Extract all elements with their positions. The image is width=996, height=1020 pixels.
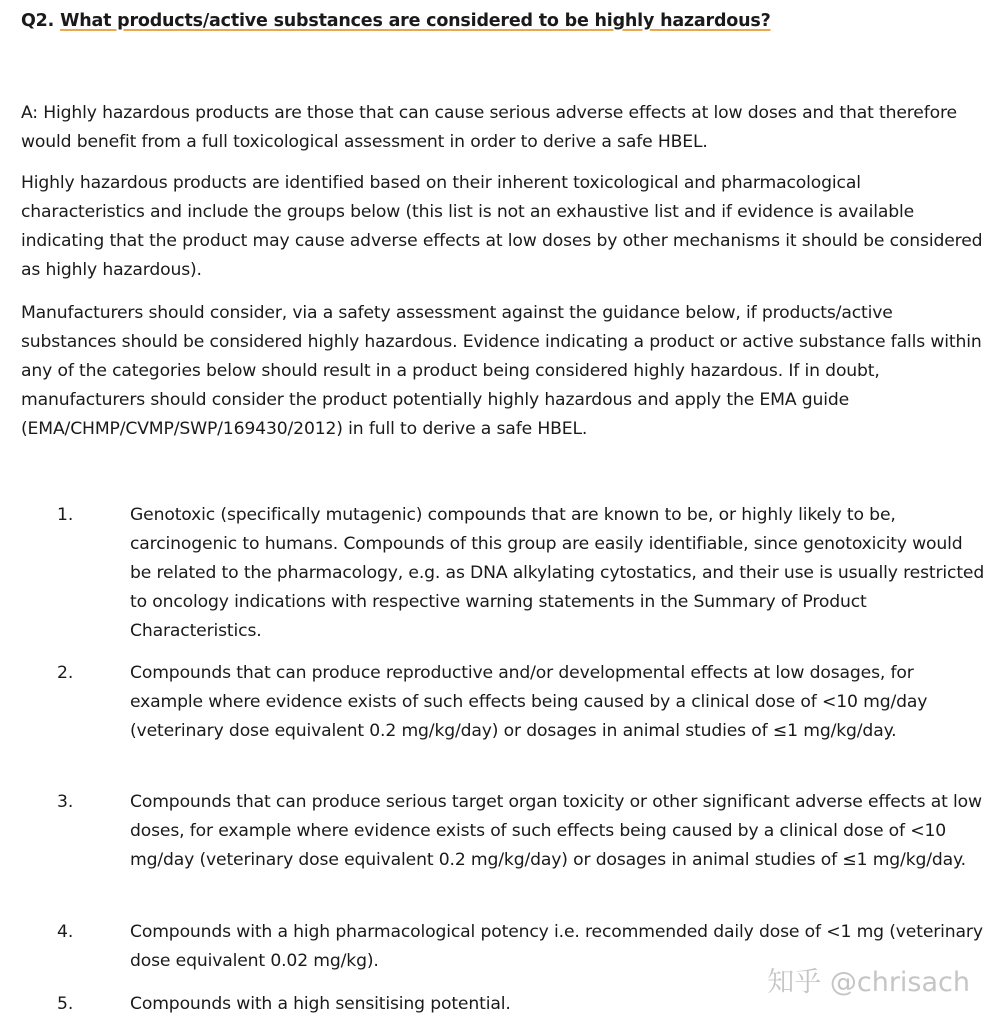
list-item-number: 1. [57, 505, 74, 525]
list-item-text: Compounds with a high sensitising potential. [130, 994, 511, 1014]
watermark: 知乎 @chrisach [767, 967, 970, 998]
answer-paragraph: A: Highly hazardous products are those that can cause serious adverse effects at low doses and that therefore would benefit from a full toxicological assessment in order to derive a safe HBEL. [21, 103, 957, 152]
list-item-text: Compounds that can produce reproductive and/or developmental effects at low dosages, for example where evidence exists of such effects being caused by a clinical dose of <10 mg/day (veterinary dose equivalent 0.2 mg/kg/day) or dosages in animal studies of ≤1 mg/kg/day. [130, 663, 928, 741]
question-number: Q2. [21, 11, 55, 31]
list-item-text: Compounds that can produce serious target organ toxicity or other significant adverse effects at low doses, for example where evidence exists of such effects being caused by a clinical dose of <10 mg/day (veterinary dose equivalent 0.2 mg/kg/day) or dosages in animal studies of ≤1 mg/kg/day. [130, 792, 982, 870]
question-heading [21, 11, 771, 31]
identification-paragraph: Highly hazardous products are identified based on their inherent toxicological and pharmacological characteristics and include the groups below (this list is not an exhaustive list and if evidence is available indicating that the product may cause adverse effects at low doses by other mechanisms it should be considered as highly hazardous). [21, 173, 983, 280]
list-item-number: 2. [57, 663, 74, 683]
manufacturer-guidance-paragraph: Manufacturers should consider, via a safety assessment against the guidance below, if products/active substances should be considered highly hazardous. Evidence indicating a product or active substance falls within any of the categories below should result in a product being considered highly hazardous. If in doubt, manufacturers should consider the product potentially highly hazardous and apply the EMA guide (EMA/CHMP/CVMP/SWP/169430/2012) in full to derive a safe HBEL. [21, 303, 982, 439]
list-item-number: 5. [57, 994, 74, 1014]
list-item-text: Compounds with a high pharmacological potency i.e. recommended daily dose of <1 mg (veterinary dose equivalent 0.02 mg/kg). [130, 922, 983, 971]
list-item-number: 4. [57, 922, 74, 942]
question-text: What products/active substances are considered to be highly hazardous? [60, 11, 771, 31]
list-item-number: 3. [57, 792, 74, 812]
list-item-text: Genotoxic (specifically mutagenic) compounds that are known to be, or highly likely to be, carcinogenic to humans. Compounds of this group are easily identifiable, since genotoxicity would be related to the pharmacology, e.g. as DNA alkylating cytostatics, and their use is usually restricted to oncology indications with respective warning statements in the Summary of Product Characteristics. [130, 505, 985, 641]
